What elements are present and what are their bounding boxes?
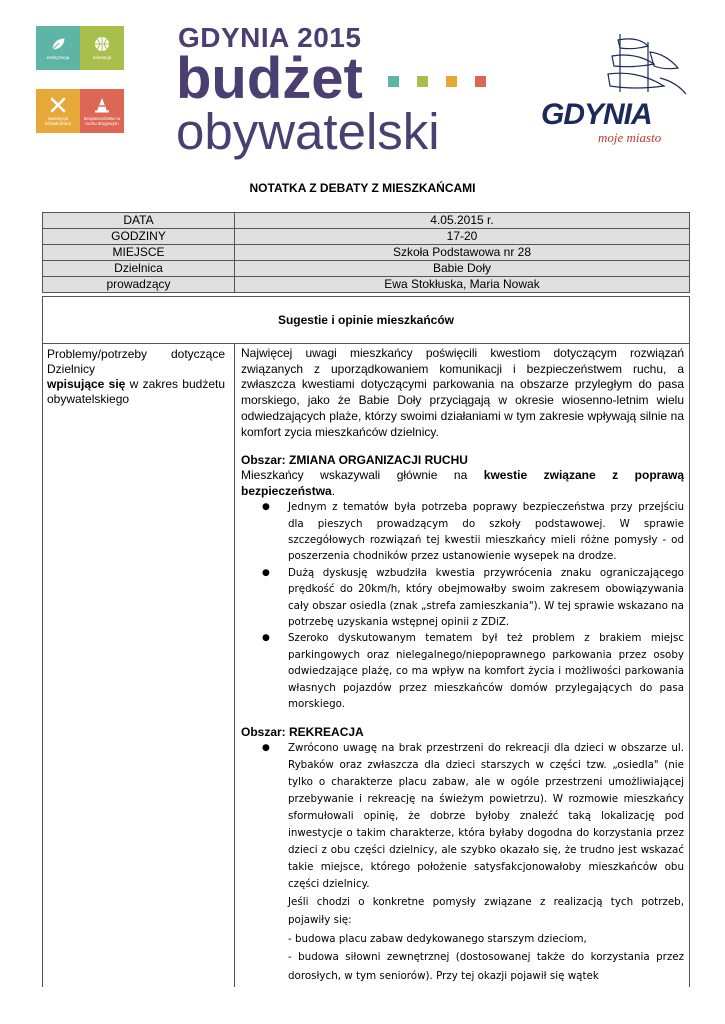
area-heading: Obszar: REKREACJA (241, 724, 364, 739)
meta-value: Szkoła Podstawowa nr 28 (235, 245, 690, 261)
logo-obywatelski: obywatelski (176, 103, 440, 160)
leaf-icon (49, 36, 67, 52)
list-item: ● Jednym z tematów była potrzeba poprawy bezpieczeństwa przy przejściu dla pieszych prowadzącym do szkoły podstawowej. W sprawie szczegółowych rozwiązań tej kwestii mieszkańcy mieli różne pomysły - od poszerzenia chodników przez ustanowienie wysepek na drodze. (262, 501, 684, 563)
list-item: - budowa siłowni zewnętrznej (dostosowanej także do korzystania przez dorosłych, w tym seniorów). Przy tej okazji pojawił się wątek (288, 951, 684, 982)
logo-square (417, 76, 428, 87)
logo-square (446, 76, 457, 87)
meta-key: Dzielnica (43, 261, 235, 277)
gdynia-logo: GDYNIA (541, 98, 652, 131)
left-cell-text (47, 347, 225, 407)
tile-label: inwestycje infrastruktury (44, 115, 71, 126)
list-item: ● Szeroko dyskutowanym tematem był też problem z brakiem miejsc parkingowych oraz nielegalnego/niepoprawnego parkowania przez osoby odwiedzające plażę, co ma wpływ na komfort życia i możliwości parkowania własnych pojazdów przez mieszkańców domów przylegających do pasa morskiego. (262, 632, 684, 711)
cone-icon (94, 97, 110, 113)
left-label-bold: wpisujące się (47, 377, 126, 391)
table-row (43, 277, 690, 293)
right-cell-text (241, 346, 684, 985)
tile-inwestycje (36, 89, 80, 133)
tile-label: estetyzacja (46, 55, 70, 60)
meta-value: Ewa Stokłuska, Maria Nowak (235, 277, 690, 293)
meta-value: Babie Doły (235, 261, 690, 277)
area-bullets (241, 740, 684, 893)
table-row (43, 213, 690, 229)
ball-icon (94, 36, 110, 52)
area-intro: Mieszkańcy wskazywali głównie na kwestie związane z poprawą bezpieczeństwa. (241, 468, 684, 498)
area-bullets (241, 499, 684, 712)
left-label: Problemy/potrzeby dotyczące Dzielnicy (47, 347, 225, 376)
table-row (43, 245, 690, 261)
tile-label: bezpieczeństwo w ruchu drogowym (83, 115, 121, 126)
list-item: ● Dużą dyskusję wzbudziła kwestia przywrócenia znaku ograniczającego prędkość do 20km/h, który obejmowałby swoim zakresem obowiązywania cały obszar osiedla (znak „strefa zamieszkania"). W tej sprawie wskazano na potrzebę uzyskania wstępnej opinii z ZDiZ. (262, 566, 684, 629)
suggestions-title: Sugestie i opinie mieszkańców (277, 313, 455, 327)
meta-key: prowadzący (43, 277, 235, 293)
document-title: NOTATKA Z DEBATY Z MIESZKAŃCAMI (249, 181, 476, 195)
logo-year: GDYNIA 2015 (178, 22, 362, 53)
area-heading: Obszar: ZMIANA ORGANIZACJI RUCHU (241, 453, 468, 468)
tools-icon (49, 97, 67, 113)
table-row (43, 261, 690, 277)
area-paragraph: Jeśli chodzi o konkretne pomysły związane z realizacją tych potrzeb, pojawiły się: (288, 895, 684, 926)
list-item: ● Zwrócono uwagę na brak przestrzeni do rekreacji dla dzieci w obszarze ul. Rybaków oraz zwłaszcza dla dzieci starszych w części tzw. „osiedla" (nie tylko o charakterze placu zabaw, ale w ogóle przestrzeni umożliwiającej przebywanie i rekreację na świeżym powietrzu). W rozmowie mieszkańcy sformułowali opinię, że dobrze byłoby znaleźć taką lokalizację pod inwestycje o takim charakterze, która byłaby dogodna do korzystania przez dzieci z obu części dzielnicy, ale szybko okazało się, że trudno jest wskazać takie miejsce, którego położenie satysfakcjonowałoby mieszkańców obu części dzielnicy. (262, 741, 684, 890)
left-label-rest: w zakres budżetu obywatelskiego (47, 377, 226, 406)
left-cell (42, 343, 235, 987)
tile-label: rekreacja (92, 55, 112, 60)
meta-key: GODZINY (43, 229, 235, 245)
intro-paragraph: Najwięcej uwagi mieszkańcy poświęcili kwestiom dotyczącym rozwiązań związanych z uporządkowaniem komunikacji i bezpieczeństwem ruchu, a zwłaszcza kwestiami dotyczącymi parkowania na obszarze przyległym do pasa morskiego, jako że Babie Doły przyciągają w okresie wiosenno-letnim wielu odwiedzających plaże, którzy swoimi działaniami w tym zakresie wpływają silnie na komfort zycia mieszkańców dzielnicy. (241, 346, 684, 439)
meta-value: 4.05.2015 r. (235, 213, 690, 229)
meta-key: DATA (43, 213, 235, 229)
header (0, 0, 725, 175)
logo-square (475, 76, 486, 87)
ship-icon (598, 32, 690, 104)
meta-value: 17-20 (235, 229, 690, 245)
gdynia-tagline: moje miasto (598, 130, 662, 145)
tile-estetyzacja (36, 26, 80, 70)
tile-rekreacja (80, 26, 124, 70)
list-item: - budowa placu zabaw dedykowanego starszym dzieciom, (288, 932, 587, 945)
meta-table (42, 212, 690, 293)
table-row (43, 229, 690, 245)
meta-key: MIEJSCE (43, 245, 235, 261)
logo-budzet: budżet (176, 46, 363, 111)
logo-square (388, 76, 399, 87)
tile-bezpieczenstwo (80, 89, 124, 133)
